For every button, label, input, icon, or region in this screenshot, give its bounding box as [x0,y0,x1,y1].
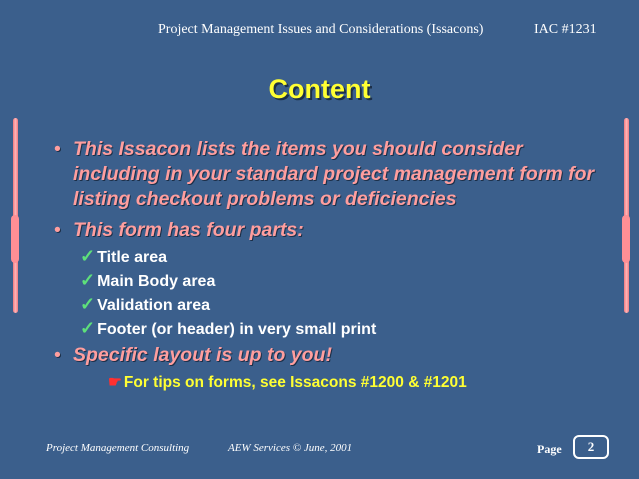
bullet-item [54,137,613,212]
part-text: Main Body area [97,273,216,290]
part-item [80,294,210,316]
bullet-dot-icon: • [54,344,61,366]
bullet-item [54,343,613,368]
bullet-item [54,218,613,243]
bullet-text: This Issacon lists the items you should consider including in your standard project management form for listing checkout problems or deficiencies [73,138,595,210]
header-title: Project Management Issues and Considerations (Issacons) [158,22,484,37]
part-item [80,318,376,340]
checkmark-icon: ✓ [80,294,96,314]
slide-title: Content [268,74,371,104]
bullet-dot-icon: • [54,138,61,160]
tip-line [108,373,467,392]
pointing-hand-icon: ☛ [108,374,122,391]
header-code: IAC #1231 [534,22,597,37]
part-item [80,270,215,292]
right-bar-knob [622,215,630,263]
bullet-dot-icon: • [54,219,61,241]
part-text: Title area [97,249,168,266]
page-number-box: 2 [573,435,609,459]
bullet-text: This form has four parts: [73,219,304,241]
left-bar-knob [11,215,19,263]
part-text: Footer (or header) in very small print [97,321,377,338]
checkmark-icon: ✓ [80,318,96,338]
bullet-text: Specific layout is up to you! [73,344,332,366]
footer-copyright: AEW Services © June, 2001 [228,442,353,454]
checkmark-icon: ✓ [80,270,96,290]
part-item [80,246,167,268]
page-label: Page [537,442,562,456]
tip-text: For tips on forms, see Issacons #1200 & #1201 [123,374,467,391]
part-text: Validation area [97,297,211,314]
checkmark-icon: ✓ [80,246,96,266]
footer-company: Project Management Consulting [46,442,190,454]
